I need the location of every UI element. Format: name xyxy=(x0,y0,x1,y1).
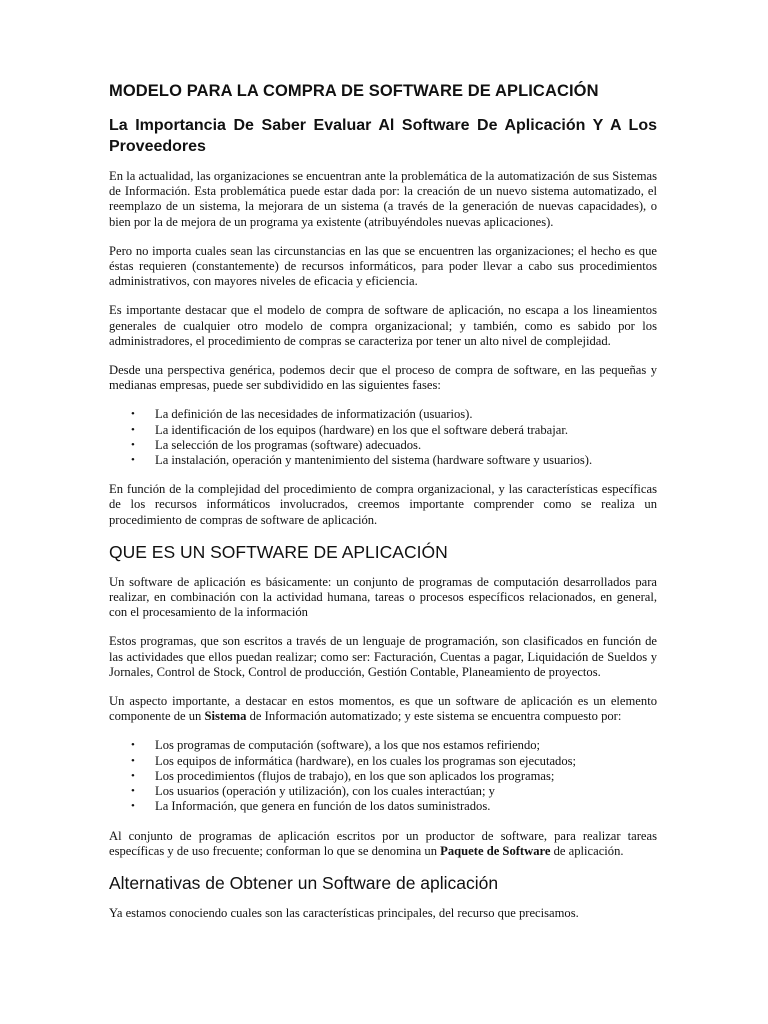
list-item xyxy=(109,407,657,422)
document-subtitle: La Importancia De Saber Evaluar Al Software De Aplicación Y A Los Proveedores xyxy=(109,117,657,155)
paragraph-7: Estos programas, que son escritos a través de un lenguaje de programación, son clasificados en función de las actividades que ellos puedan realizar; como ser: Facturación, Cuentas a pagar, Liquidación de Sueldos y Jornales, Control de Stock, Control de producción, Gestión Contable, Planeamiento de proyectos. xyxy=(109,634,657,679)
paragraph-5: En función de la complejidad del procedimiento de compra organizacional, y las características específicas de los recursos informáticos involucrados, creemos importante comprender como se realiza un procedimiento de compras de software de aplicación. xyxy=(109,482,657,527)
bullet-icon: • xyxy=(131,754,135,767)
list-item xyxy=(109,784,657,799)
paragraph-1: En la actualidad, las organizaciones se encuentran ante la problemática de la automatización de sus Sistemas de Información. Esta problemática puede estar dada por: la creación de un nuevo sistema automatizado, el reemplazo de un sistema, la mejorara de un sistema (a través de la generación de nuevas capacidades), o bien por la de mejora de un programa ya existente (atribuyéndoles nuevas aplicaciones). xyxy=(109,169,657,229)
list-item-text: La Información, que genera en función de los datos suministrados. xyxy=(155,799,491,814)
paragraph-9 xyxy=(109,829,657,859)
paragraph-10: Ya estamos conociendo cuales son las características principales, del recurso que precisamos. xyxy=(109,905,579,920)
list-item-text: La identificación de los equipos (hardware) en los que el software deberá trabajar. xyxy=(155,422,568,437)
list-item xyxy=(109,754,657,769)
list-item-text: La instalación, operación y mantenimiento del sistema (hardware software y usuarios). xyxy=(155,453,593,468)
paragraph-3: Es importante destacar que el modelo de compra de software de aplicación, no escapa a los lineamientos generales de cualquier otro modelo de compra organizacional; y también, como es sabido por los administradores, el procedimiento de compras se caracteriza por tener un alto nivel de complejidad. xyxy=(109,303,657,348)
bullet-icon: • xyxy=(131,423,135,436)
bullet-icon: • xyxy=(131,769,135,782)
section-heading-alternatives: Alternativas de Obtener un Software de aplicación xyxy=(109,872,499,893)
list-item-text: Los procedimientos (flujos de trabajo), en los que son aplicados los programas; xyxy=(155,768,555,783)
list-item-text: Los programas de computación (software), a los que nos estamos refiriendo; xyxy=(155,738,541,753)
bullet-icon: • xyxy=(131,408,135,421)
purchase-phases-list xyxy=(109,407,657,468)
section-heading-software: QUE ES UN SOFTWARE DE APLICACIÓN xyxy=(109,541,448,562)
list-item xyxy=(109,453,657,468)
document-title: MODELO PARA LA COMPRA DE SOFTWARE DE APLICACIÓN xyxy=(109,82,599,100)
bold-term-sistema: Sistema xyxy=(204,709,247,724)
bullet-icon: • xyxy=(131,739,135,752)
paragraph-2: Pero no importa cuales sean las circunstancias en las que se encuentren las organizaciones; el hecho es que éstas requieren (constantemente) de recursos informáticos, para poder llevar a cabo sus procedimientos administrativos, con mayores niveles de eficacia y eficiencia. xyxy=(109,243,657,289)
bullet-icon: • xyxy=(131,438,135,451)
paragraph-9-text-end: de aplicación. xyxy=(550,843,624,858)
list-item-text: La definición de las necesidades de informatización (usuarios). xyxy=(155,407,473,422)
document-body xyxy=(109,82,657,935)
list-item-text: Los equipos de informática (hardware), en los cuales los programas son ejecutados; xyxy=(155,753,577,768)
bullet-icon: • xyxy=(131,454,135,467)
list-item-text: La selección de los programas (software) adecuados. xyxy=(155,437,422,452)
paragraph-9-text-start: Al conjunto de programas de aplicación escritos por un productor de software, para realizar tareas específicas y de uso frecuente; conforman lo que se denomina un xyxy=(109,828,657,858)
paragraph-8-text-end: de Información automatizado; y este sistema se encuentra compuesto por: xyxy=(246,709,622,724)
list-item xyxy=(109,738,657,753)
system-components-list xyxy=(109,738,657,814)
list-item xyxy=(109,769,657,784)
list-item xyxy=(109,423,657,438)
paragraph-6: Un software de aplicación es básicamente: un conjunto de programas de computación desarrollados para realizar, en combinación con la actividad humana, tareas o procesos específicos relacionados, en general, con el procesamiento de la información xyxy=(109,574,657,620)
paragraph-8-text-start: Un aspecto importante, a destacar en estos momentos, es que un software de aplicación es un elemento componente de un xyxy=(109,694,657,724)
list-item xyxy=(109,438,657,453)
bullet-icon: • xyxy=(131,800,135,813)
bold-term-paquete: Paquete de Software xyxy=(440,843,551,858)
bullet-icon: • xyxy=(131,785,135,798)
paragraph-8 xyxy=(109,694,657,724)
list-item-text: Los usuarios (operación y utilización), con los cuales interactúan; y xyxy=(155,784,495,799)
paragraph-4: Desde una perspectiva genérica, podemos decir que el proceso de compra de software, en las pequeñas y medianas empresas, puede ser subdividido en las siguientes fases: xyxy=(109,363,657,393)
list-item xyxy=(109,799,657,814)
